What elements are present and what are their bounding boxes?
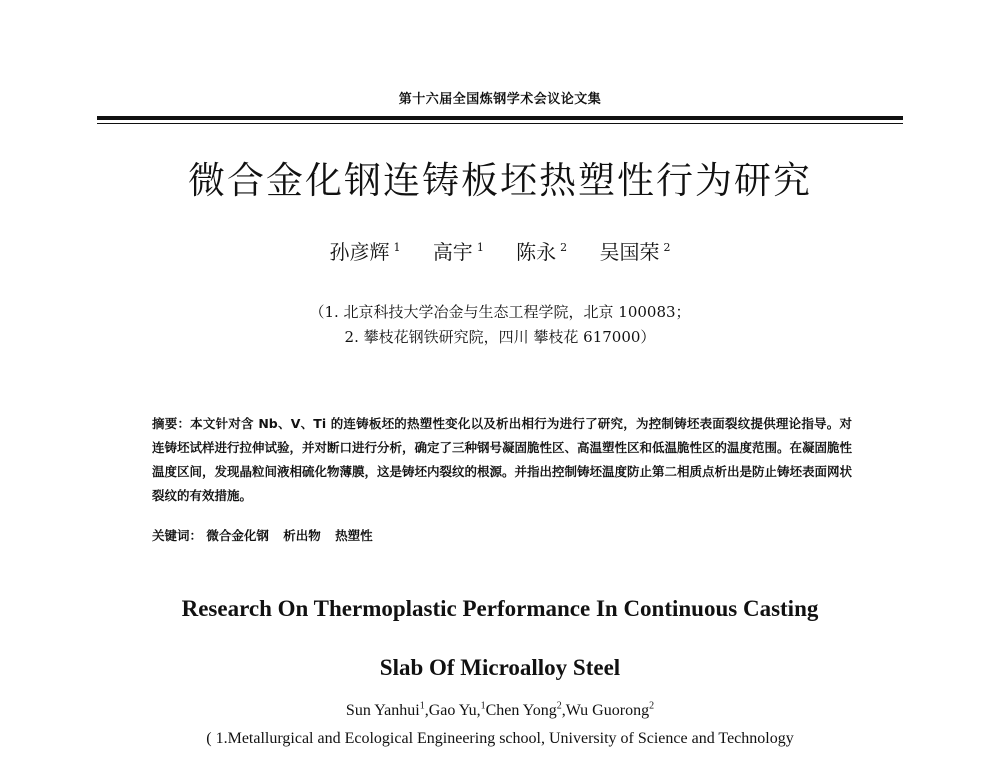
keyword: 热塑性 <box>335 528 373 543</box>
running-header: 第十六届全国炼钢学术会议论文集 <box>398 92 602 107</box>
header-rule-thick <box>97 116 903 120</box>
author-cn: 高宇 $^1$ <box>432 240 484 264</box>
keywords <box>152 526 383 544</box>
header-rule-thin <box>97 123 903 124</box>
author-en: Sun Yanhui$^1$, <box>345 701 429 720</box>
keywords-label: 关键词： <box>152 528 203 543</box>
author-en: Chen Yong$^2$, <box>485 701 566 720</box>
abstract-text: 本文针对含 Nb、V、Ti 的连铸板坯的热塑性变化以及析出相行为进行了研究，为控制铸坯表面裂纹提供理论指导。对连铸坯试样进行拉伸试验，并对断口进行分析，确定了三种钢号凝固脆性区、高温塑性区和低温脆性区的温度范围。在凝固脆性温度区间，发现晶粒间液相硫化物薄膜，这是铸坯内裂纹的根源。并指出控制铸坯温度防止第二相质点析出是防止铸坯表面网状裂纹的有效措施。 <box>152 416 853 503</box>
paper-title-cn: 微合金化钢连铸板坯热塑性行为研究 <box>188 159 812 202</box>
paper-title-en-line1: Research On Thermoplastic Performance In Continuous Casting <box>181 596 819 621</box>
author-cn: 孙彦辉 $^1$ <box>329 240 401 264</box>
authors-en <box>0 701 1000 720</box>
abstract-label: 摘要： <box>152 416 191 431</box>
author-cn: 吴国荣 $^2$ <box>599 240 671 264</box>
author-en: Wu Guorong$^2$ <box>565 701 655 720</box>
affiliation-cn-line1: （1. 北京科技大学冶金与生态工程学院，北京 100083； <box>309 303 691 321</box>
affiliation-cn-line2: 2. 攀枝花钢铁研究院，四川 攀枝花 617000） <box>344 328 656 346</box>
keyword: 微合金化钢 <box>206 528 269 543</box>
author-en: Gao Yu,$^1$ <box>428 701 486 720</box>
author-cn: 陈永 $^2$ <box>516 240 568 264</box>
keyword: 析出物 <box>283 528 321 543</box>
affiliations-cn <box>0 300 1000 350</box>
affiliation-en: ( 1.Metallurgical and Ecological Engineering school, University of Science and Technology <box>206 730 794 747</box>
abstract <box>152 412 852 508</box>
paper-title-en-line2: Slab Of Microalloy Steel <box>379 655 621 680</box>
authors-cn <box>0 236 1000 265</box>
